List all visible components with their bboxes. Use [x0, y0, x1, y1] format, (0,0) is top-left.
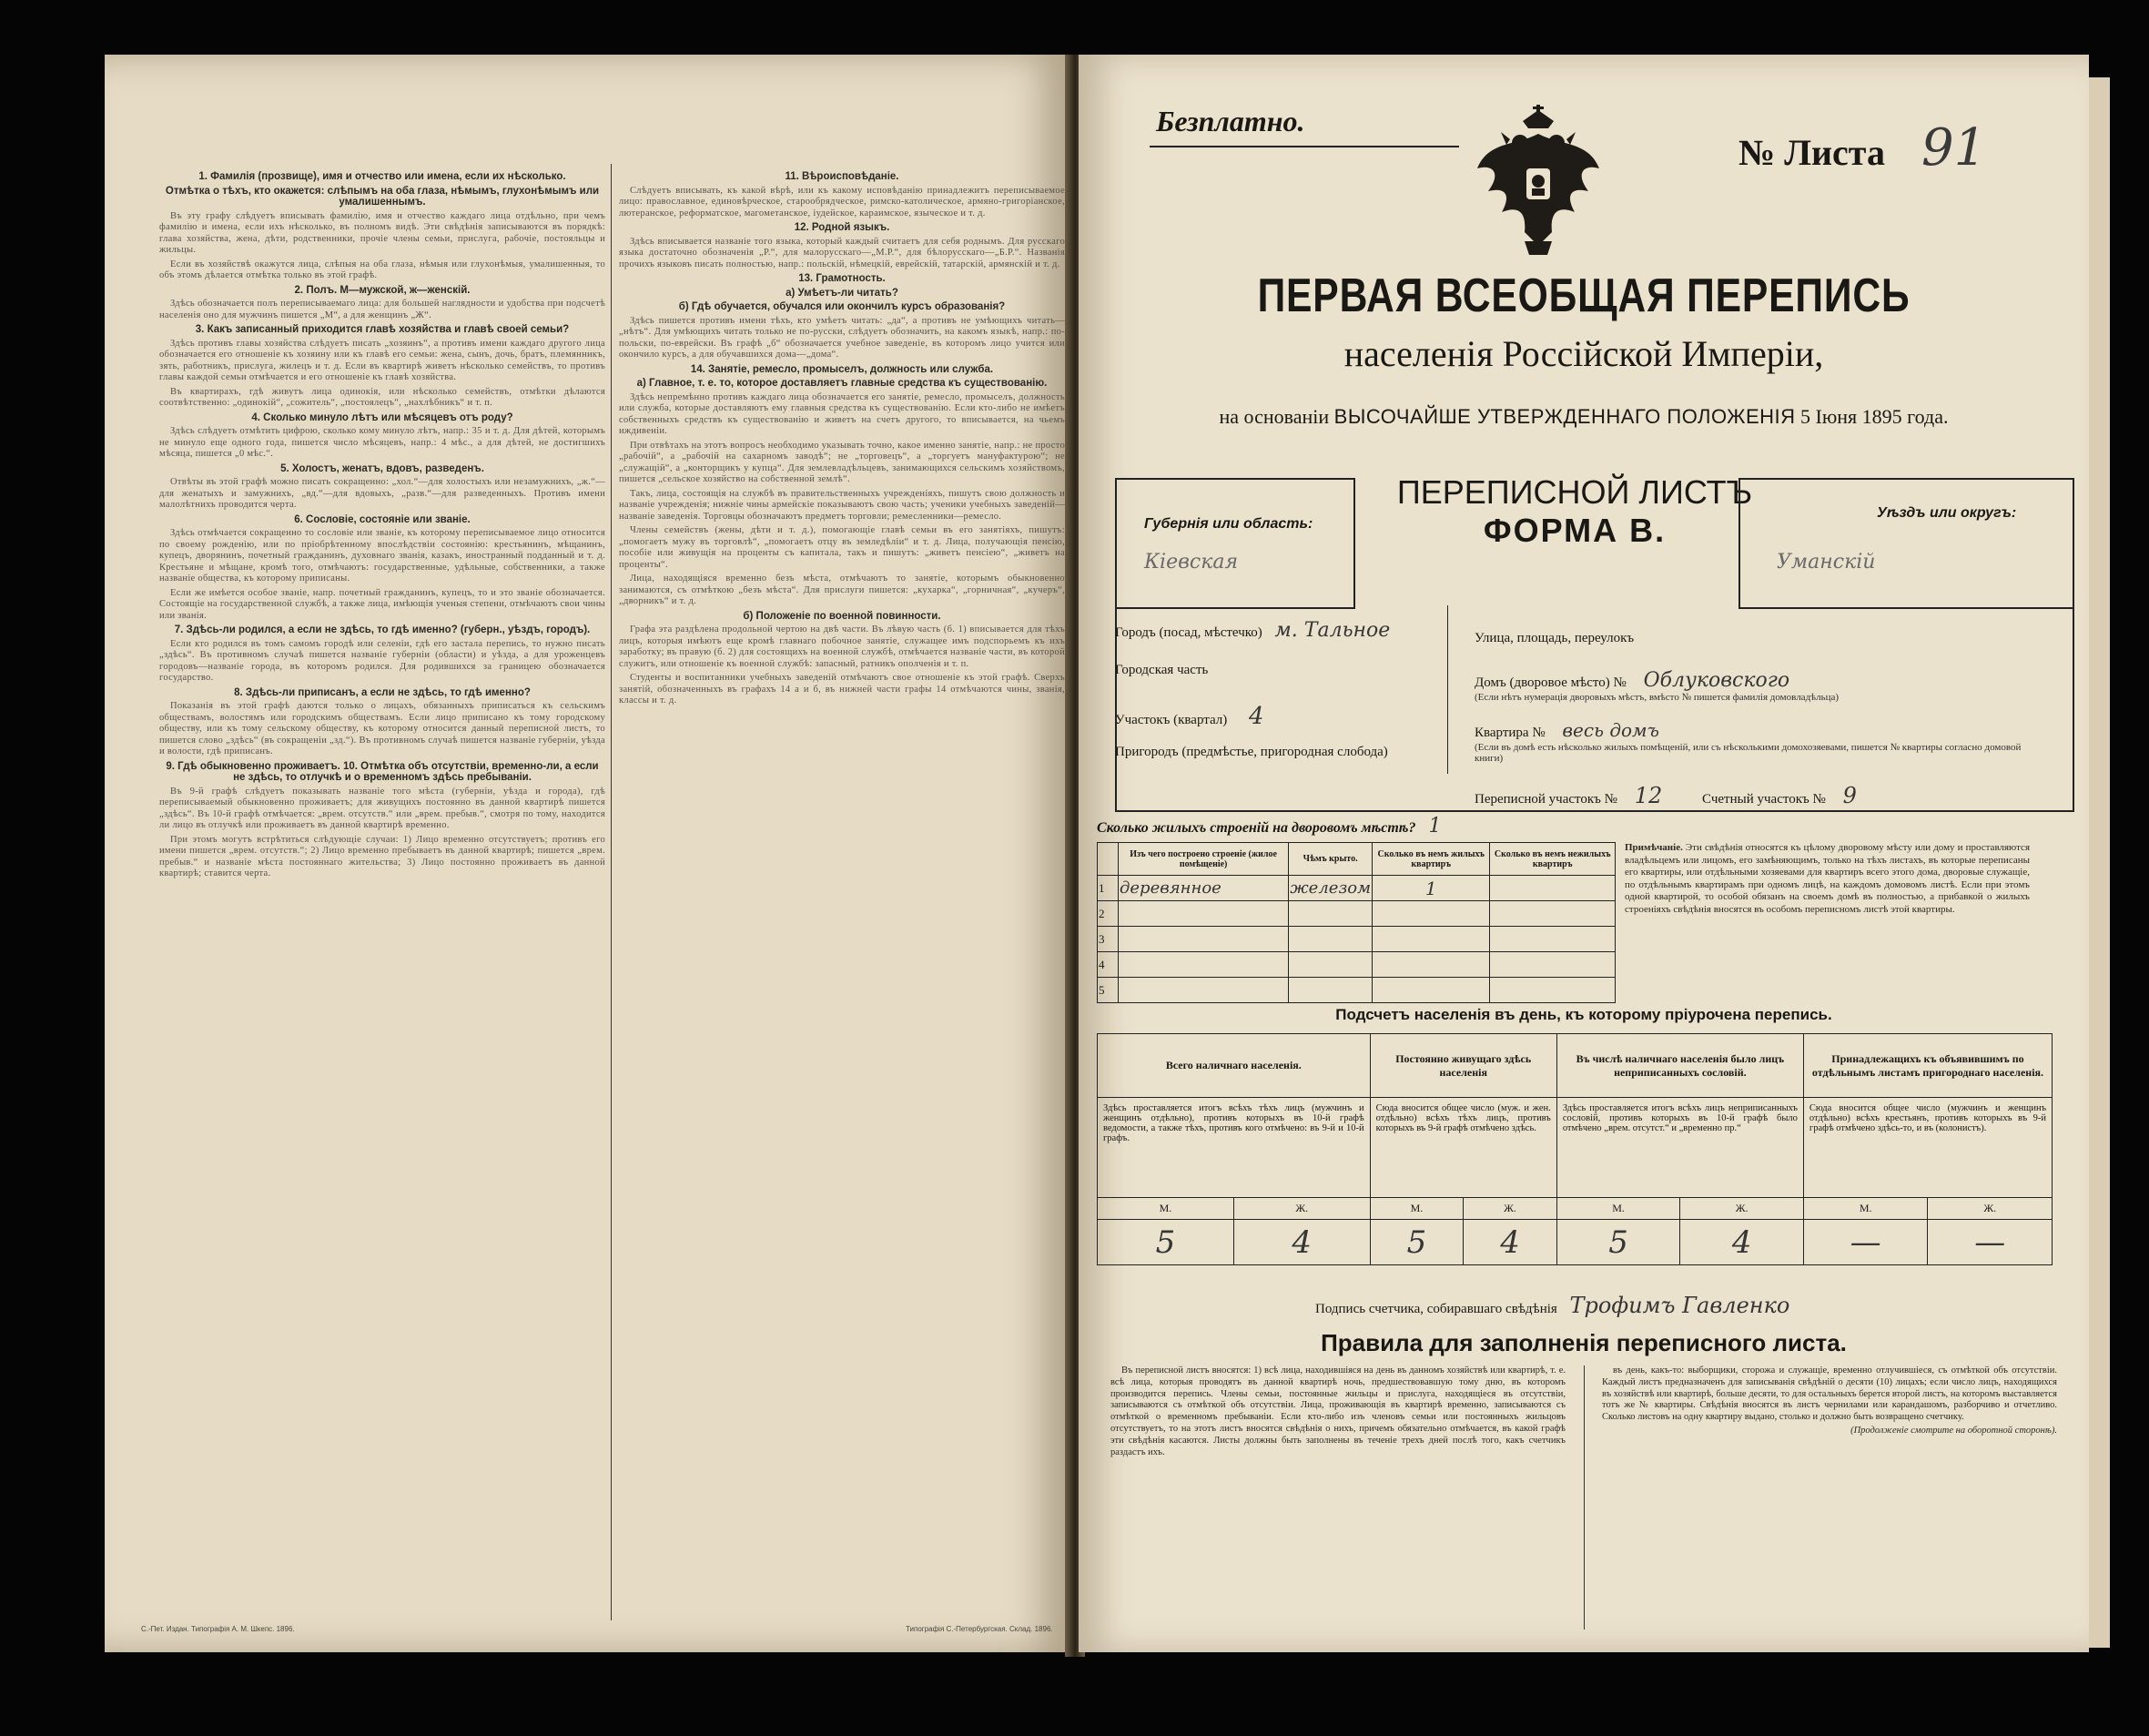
section-heading: 6. Сословіе, состояніе или званіе.	[294, 513, 471, 525]
basis-prefix: на основаніи	[1219, 405, 1330, 428]
dwellings-table	[1097, 842, 1616, 1003]
body-text: Если въ хозяйствѣ окажутся лица, слѣпыя на оба глаза, нѣмыя или глухонѣмыя, умалишенныя, то объ этомъ дѣлается отмѣтка только въ этой графѣ.	[159, 259, 605, 280]
table-row	[1098, 876, 1616, 901]
description-cell: Здѣсь проставляется итогъ всѣхъ лицъ неприписанныхъ сословій, противъ которыхъ въ 10-й графѣ было отмѣчено „врем. отсутст.“ и „временно пр.“	[1556, 1098, 1803, 1198]
count-value: 4	[1680, 1220, 1804, 1265]
guberniya-value: Кіевская	[1144, 551, 1239, 574]
table-header-cell: Постоянно живущаго здѣсь населенія	[1370, 1034, 1556, 1098]
sex-label: Ж.	[1464, 1198, 1557, 1220]
body-text: Здѣсь слѣдуетъ отмѣтить цифрою, сколько кому минуло лѣтъ, напр.: 35 и т. д. Для дѣтей, которымъ не минуло еще одного года, пишется число мѣсяцевъ, напр.: 4 мѣс., а для дѣтей, не достигшихъ мѣсяца, пишется „0 мѣс.“.	[159, 426, 605, 459]
apartments-cell	[1373, 978, 1490, 1003]
body-text: Въ эту графу слѣдуетъ вписывать фамилію, имя и отчество каждаго лица отдѣльно, при чемъ фамилію и имена, если ихъ нѣсколько, въ полномъ видѣ. Эти свѣдѣнія записываются въ порядкѣ: глава хозяйства, жена, дѣти, родственники, прочіе члены семьи, прислуга, рабочіе, постояльцы и жильцы.	[159, 210, 605, 255]
section-subheading: б) Положеніе по военной повинности.	[743, 610, 941, 622]
uchastok-label: Участокъ (квартал)	[1115, 713, 1228, 727]
row-number: 2	[1098, 901, 1119, 927]
perepisnoy-uchastok-field	[1475, 783, 1857, 808]
guberniya-box	[1115, 478, 1355, 609]
count-value: —	[1928, 1220, 2053, 1265]
form-title	[1379, 473, 1770, 550]
section-heading: 8. Здѣсь-ли приписанъ, а если не здѣсь, то гдѣ именно?	[234, 686, 531, 698]
section-heading: 2. Полъ. М—мужской, ж—женскій.	[294, 284, 471, 296]
table-header-cell: Сколько въ немъ нежилыхъ квартиръ	[1490, 843, 1616, 876]
material-cell	[1119, 952, 1289, 978]
population-count-table	[1097, 1033, 2053, 1265]
count-value: 4	[1464, 1220, 1557, 1265]
body-text: Въ квартирахъ, гдѣ живутъ лица одинокія, или нѣсколько семействъ, отмѣтки дѣлаются соотвѣтственно: „одинокій“, „сожитель“, „постоялецъ“, „нахлѣбникъ“ и т. п.	[159, 386, 605, 408]
body-text: Если же имѣется особое званіе, напр. почетный гражданинъ, купецъ, то и это званіе обозначается. Состоящіе на государственной службѣ, а также лица, имѣющія ученыя степени, отмѣчаютъ свои чины или званія.	[159, 587, 605, 621]
table-row	[1098, 1034, 2053, 1098]
table-row	[1098, 1220, 2053, 1265]
dom-note: (Если нѣтъ нумерація дворовыхъ мѣстъ, вмѣсто № пишется фамилія домовладѣльца)	[1475, 692, 1840, 703]
table-row	[1098, 927, 1616, 952]
sex-label: Ж.	[1928, 1198, 2053, 1220]
signature-label: Подпись счетчика, собиравшаго свѣдѣнія	[1315, 1302, 1557, 1316]
table-row	[1098, 978, 1616, 1003]
page-title: ПЕРВАЯ ВСЕОБЩАЯ ПЕРЕПИСЬ	[1257, 269, 1911, 322]
perepisnoy-uchastok-value: 12	[1634, 783, 1663, 808]
table-row	[1098, 952, 1616, 978]
sheet-number-label: № Листа	[1738, 132, 1885, 173]
count-value: 5	[1556, 1220, 1680, 1265]
material-cell	[1119, 927, 1289, 952]
apartments-cell: 1	[1373, 876, 1490, 901]
description-cell: Сюда вносится общее число (мужчинъ и женщинъ отдѣльно) всѣхъ крестьянъ, противъ которыхъ въ 9-й графѣ отмѣчено здѣсь-то, и въ (колонистъ).	[1803, 1098, 2052, 1198]
section-subheading: Отмѣтка о тѣхъ, кто окажется: слѣпымъ на оба глаза, нѣмымъ, глухонѣмымъ или умалишеннымъ.	[165, 185, 600, 208]
body-text: Здѣсь вписывается названіе того языка, который каждый считаетъ для себя роднымъ. Для русскаго языка достаточно обозначенія „Р.“, для малорусскаго—„М.Р.“, для бѣлорусскаго—„Б.Р.“. Названія прочихъ языковъ писать полностью, напр.: польскій, нѣмецкій, еврейскій, татарскій, армянскій и т. д.	[619, 236, 1065, 269]
section-subheading: а) Главное, т. е. то, которое доставляетъ главные средства къ существованію.	[636, 378, 1048, 389]
body-text: Здѣсь обозначается полъ переписываемаго лица: для большей наглядности и удобства при подсчетѣ населенія оно для мужчинъ пишется „М“, а для женщинъ „Ж“.	[159, 299, 605, 320]
remark-text: Эти свѣдѣнія относятся къ цѣлому дворовому мѣсту или дому и проставляются владѣльцемъ или лицомъ, его замѣняющимъ, только на тѣхъ листахъ, въ которые переписаны его квартиры, или отдѣльными хозяевами для квартиръ всего этого дома, дворовые служащіе, по отдѣльнымъ квартирамъ при одномъ лицѣ, на каждомъ домовомъ листѣ. Если при этомъ одной квартирой, то особой обязанъ на своемъ домѣ въ полностью, а прибавкой о жилыхъ строеніяхъ свѣдѣнія вносятся въ особомъ переписномъ листѣ этой квартиры.	[1625, 842, 2030, 915]
page-subtitle: населенія Россійской Имперіи,	[1343, 333, 1824, 374]
imperial-eagle-emblem-icon	[1470, 105, 1607, 259]
sex-label: М.	[1370, 1198, 1464, 1220]
section-heading: 1. Фамилія (прозвище), имя и отчество или имена, если их нѣсколько.	[198, 171, 566, 182]
table-header-cell: Сколько въ немъ жилыхъ квартиръ	[1373, 843, 1490, 876]
other-cell	[1490, 876, 1616, 901]
material-cell	[1119, 901, 1289, 927]
counter-signature	[1315, 1293, 1789, 1318]
body-text: Здѣсь пишется противъ имени тѣхъ, кто умѣетъ читать: „да“, а противъ не умѣющихъ читать—„нѣтъ“. Для умѣющихъ читать только не по-русски, слѣдуетъ обозначить, на какомъ языкѣ, напр.: по-польски, по-еврейски. Въ графѣ „б“ обозначается учебное заведеніе, въ которомъ лицо учится или окончило курсъ, а для обучавшихся дома—„дома“.	[619, 315, 1065, 360]
roof-cell	[1289, 978, 1373, 1003]
legal-basis-line	[1079, 405, 2089, 429]
dom-label: Домъ (дворовое мѣсто) №	[1475, 675, 1627, 690]
body-text: Если кто родился въ томъ самомъ городѣ или селеніи, гдѣ его застала перепись, то нужно писать „здѣсь“. Въ противномъ случаѣ пишется названіе губерніи (области) и уѣзда, а для уроженцевъ городовъ—названіе города, въ которомъ родился. Для родившихся за границею обозначается государство.	[159, 638, 605, 683]
body-text: Здѣсь отмѣчается сокращенно то сословіе или званіе, къ которому переписываемое лицо относится по своему рожденію, или по пріобрѣтенному впослѣдствіи состоянію: крестьянинъ, мѣщанинъ, купецъ, дворянинъ, почетный гражданинъ, духовнаго званія, казакъ, иностранный подданный и т. д. Крестьяне и мѣщане, кромѣ того, отмѣчаютъ: государственные, удѣльные, собственники, а также названіе общества, къ которому приписаны.	[159, 528, 605, 584]
table-header-cell	[1098, 843, 1119, 876]
table-header-cell: Въ числѣ наличнаго населенія было лицъ неприписанныхъ сословій.	[1556, 1034, 1803, 1098]
count-value: —	[1803, 1220, 1928, 1265]
dwellings-question	[1097, 815, 1441, 838]
roof-cell	[1289, 901, 1373, 927]
guberniya-label: Губернія или область:	[1144, 516, 1313, 532]
gorod-label: Городъ (посад, мѣстечко)	[1115, 625, 1262, 640]
column-divider	[611, 164, 612, 1620]
sheet-number-value: 91	[1921, 118, 1987, 178]
sex-label: Ж.	[1233, 1198, 1370, 1220]
right-page	[1079, 55, 2089, 1652]
table-header-cell: Всего наличнаго населенія.	[1098, 1034, 1371, 1098]
count-title: Подсчетъ населенія въ день, къ которому пріурочена перепись.	[1335, 1006, 1832, 1023]
form-title-line-2: ФОРМА В.	[1483, 512, 1667, 549]
roof-cell: железом	[1289, 876, 1373, 901]
remark-block	[1625, 842, 2030, 916]
description-cell: Сюда вносится общее число (муж. и жен. отдѣльно) всѣхъ тѣхъ лицъ, противъ которыхъ въ 9-й графѣ отмѣчено здѣсь.	[1370, 1098, 1556, 1198]
roof-cell	[1289, 927, 1373, 952]
material-cell: деревянное	[1119, 876, 1289, 901]
rules-title: Правила для заполненія переписного листа.	[1321, 1329, 1847, 1356]
other-cell	[1490, 901, 1616, 927]
printer-imprint: С.-Пет. Издан. Типографія А. М. Шкепс. 1896.	[141, 1625, 295, 1633]
section-heading: 11. Вѣроисповѣданіе.	[785, 171, 899, 182]
apartments-cell	[1373, 901, 1490, 927]
sex-label: М.	[1098, 1198, 1234, 1220]
section-heading: 9. Гдѣ обыкновенно проживаетъ. 10. Отмѣтка объ отсутствіи, временно-ли, а если не здѣсь, то отлучкѣ и о временномъ здѣсь пребываніи.	[166, 760, 599, 783]
roof-cell	[1289, 952, 1373, 978]
body-text: Такъ, лица, состоящія на службѣ въ правительственныхъ учрежденіяхъ, пишутъ свою должность и названіе учрежденія; нижніе чины армейскіе показываютъ свою часть; ученики учебныхъ заведеній—названіе заведенія. Торговцы обозначаютъ предметъ торговли; ремесленники—ремесло.	[619, 488, 1065, 522]
divider	[1447, 605, 1448, 774]
section-subheading: а) Умѣетъ-ли читать?	[786, 287, 898, 299]
dwellings-question-value: 1	[1428, 815, 1442, 838]
dom-value: Облуковского	[1643, 669, 1790, 692]
section-heading: 12. Родной языкъ.	[794, 222, 890, 233]
divider	[1150, 146, 1459, 147]
row-number: 5	[1098, 978, 1119, 1003]
rules-column-1	[1110, 1365, 1566, 1639]
signature-value: Трофимъ Гавленко	[1569, 1293, 1790, 1318]
left-page-column-2	[619, 168, 1065, 1616]
kvartira-label: Квартира №	[1475, 726, 1546, 740]
remark-title: Примѣчаніе.	[1625, 842, 1683, 853]
left-page-column-1	[159, 168, 605, 1616]
uezd-box	[1738, 478, 2074, 609]
basis-decree: ВЫСОЧАЙШЕ УТВЕРЖДЕННАГО ПОЛОЖЕНІЯ	[1333, 405, 1796, 428]
rules-continued-note: (Продолженіе смотрите на оборотной сторонѣ).	[1850, 1425, 2057, 1436]
table-header-cell: Чѣмъ крыто.	[1289, 843, 1373, 876]
column-divider	[1584, 1365, 1585, 1629]
schetny-uchastok-value: 9	[1842, 783, 1857, 808]
body-text: Лица, находящіяся временно безъ мѣста, отмѣчаютъ то занятіе, которымъ обыкновенно занимаются, съ отмѣткою „безъ мѣста“. Для прислуги пишется: „кухарка“, „горничная“, „кучеръ“, „дворникъ“ и т. д.	[619, 574, 1065, 606]
section-heading: 5. Холостъ, женатъ, вдовъ, разведенъ.	[280, 462, 484, 474]
printer-imprint: Типографія С.-Петербургская. Склад. 1896.	[906, 1625, 1053, 1633]
apartments-cell	[1373, 952, 1490, 978]
section-subheading: б) Гдѣ обучается, обучался или окончилъ курсъ образованія?	[678, 301, 1006, 312]
sex-label: М.	[1803, 1198, 1928, 1220]
body-text: Студенты и воспитанники учебныхъ заведеній отмѣчаютъ свое отношеніе къ этой графѣ. Сверхъ занятій, обозначенныхъ въ графахъ 14 а и б, въ нижней части графы 14 отмѣчаются чины, званія, классы и т. д.	[619, 673, 1065, 706]
section-heading: 14. Занятіе, ремесло, промыселъ, должность или служба.	[690, 363, 994, 375]
table-header-cell: Принадлежащихъ къ объявившимъ по отдѣльнымъ листамъ пригороднаго населенія.	[1803, 1034, 2052, 1098]
body-text: При отвѣтахъ на этотъ вопросъ необходимо указывать точно, какое именно занятіе, напр.: не просто „рабочій“, а „рабочій на сахарномъ заводѣ“; не „торговецъ“, а „торгуетъ мануфактурою“; не „служащій“, а „конторщикъ у купца“. Для землевладѣльцевъ, занимающихся сельскимъ хозяйствомъ, пишется „сельское хозяйство на собственной землѣ“.	[619, 440, 1065, 484]
other-cell	[1490, 927, 1616, 952]
body-text: Здѣсь противъ главы хозяйства слѣдуетъ писать „хозяинъ“, а противъ имени каждаго другого лица обозначается его отношеніе къ хозяину или къ главѣ его семьи: жена, сынъ, дочь, братъ, племянникъ, зять, работникъ, прислуга, жилецъ и т. д. Если въ квартирѣ живетъ нѣсколько семействъ, то противъ главы каждой семьи отмѣчается и его отношеніе къ главѣ хозяйства.	[159, 338, 605, 382]
body-text: Показанія въ этой графѣ даются только о лицахъ, обязанныхъ приписаться къ сельскимъ обществамъ, волостямъ или городскимъ обществамъ. Если лицо приписано къ тому городскому обществу, или къ тому сельскому обществу, къ которому относится данный переписной листъ, то пишется слово „здѣсь“ (въ сокращеніи „зд.“). Въ противномъ случаѣ пишется названіе губерніи, уѣзда и волости, гдѣ приписанъ.	[159, 701, 605, 756]
uezd-value: Уманскій	[1777, 551, 1876, 574]
uchastok-field	[1115, 703, 1264, 730]
row-number: 1	[1098, 876, 1119, 901]
gorod-value: м. Тальное	[1274, 619, 1391, 642]
gorodskaya-chast-field	[1115, 663, 1208, 678]
schetny-uchastok-label: Счетный участокъ №	[1702, 792, 1826, 807]
rules-text: въ день, какъ-то: выборщики, сторожа и служащіе, временно отлучившіеся, съ отмѣткой объ отсутствіи. Каждый листъ предназначенъ для записыванія свѣдѣній о десяти (10) лицахъ; если число лицъ, находящихся въ хозяйствѣ или квартирѣ, больше десяти, то для остальныхъ берется второй листъ, на которомъ выставляется тотъ же № квартиры. Свѣдѣнія вносятся въ листъ чернилами или карандашомъ, разборчиво и отчетливо. Сколько листовъ на одну квартиру выдано, столько и должно быть возвращено счетчику.	[1602, 1365, 2057, 1423]
left-page	[105, 55, 1069, 1652]
perepisnoy-uchastok-label: Переписной участокъ №	[1475, 792, 1617, 807]
other-cell	[1490, 952, 1616, 978]
body-text: Здѣсь непремѣнно противъ каждаго лица обозначается его занятіе, ремесло, промыселъ, должность или служба, которые доставляютъ ему главныя средства къ существованію. Если кто-либо не имѣетъ собственныхъ средствъ къ существованію и живетъ на счетъ другого, то вписывается, на чьемъ иждивеніи.	[619, 391, 1065, 436]
free-of-charge-label: Безплатно.	[1156, 105, 1305, 137]
body-text: Графа эта раздѣлена продольной чертою на двѣ части. Въ лѣвую часть (б. 1) вписывается для тѣхъ лицъ, которыя имѣютъ еще кромѣ главнаго побочное занятіе, служащее имъ подспорьемъ къ ихъ заработку; въ правую (б. 2) для состоящихъ на военной службѣ, отмѣчается названіе части, въ которой служитъ, или отношеніе къ военной службѣ: запасный, ратникъ ополченія и т. п.	[619, 624, 1065, 669]
basis-date: 5 Іюня 1895 года.	[1800, 405, 1949, 428]
table-row	[1098, 1098, 2053, 1198]
sex-label: М.	[1556, 1198, 1680, 1220]
count-value: 5	[1098, 1220, 1234, 1265]
uchastok-value: 4	[1249, 703, 1264, 730]
rules-text: Въ переписной листъ вносятся: 1) всѣ лица, находившіяся на день въ данномъ хозяйствѣ или квартирѣ, т. е. всѣ лица, которыя проводятъ въ данной квартирѣ ночь, предшествовавшую тому дню, въ которомъ производится перепись. Члены семьи, постоянные жильцы и прислуга, находящіеся въ отсутствіи, записываются съ отмѣткой объ отсутствіи. Лица, проживающія въ квартирѣ временно, записываются съ отмѣткой о временномъ пребываніи. Если кто-либо изъ членовъ семьи или постоянныхъ жильцовъ отсутствуетъ, то на этотъ листъ вносятся свѣдѣнія о нихъ, причемъ обязательно отмѣчается, въ какой графѣ эти свѣдѣнія касаются. Листы должны быть заполнены въ теченіе трехъ дней послѣ того, какъ счетчикъ раздастъ ихъ.	[1110, 1365, 1566, 1457]
prigorod-label: Пригородъ (предмѣстье, пригородная слобода)	[1115, 745, 1388, 759]
other-cell	[1490, 978, 1616, 1003]
row-number: 4	[1098, 952, 1119, 978]
table-row	[1098, 1198, 2053, 1220]
section-heading: 4. Сколько минуло лѣтъ или мѣсяцевъ отъ роду?	[251, 411, 513, 423]
body-text: При этомъ могутъ встрѣтиться слѣдующіе случаи: 1) Лицо временно отсутствуетъ; противъ его имени пишется „врем. отсутств.“; 2) Лицо временно пребываетъ въ данной квартирѣ; пишется „врем. пребыв.“ и названіе мѣста постояннаго жительства; 3) Лицо постоянно проживаетъ въ данной квартирѣ; ставится черта.	[159, 834, 605, 878]
dwellings-question-label: Сколько жилыхъ строеній на дворовомъ мѣстѣ?	[1097, 820, 1416, 836]
kvartira-value: весь домъ	[1562, 719, 1659, 741]
gorod-field	[1115, 619, 1390, 642]
section-heading: 3. Какъ записанный приходится главѣ хозяйства и главѣ своей семьи?	[195, 324, 570, 335]
count-value: 5	[1370, 1220, 1464, 1265]
material-cell	[1119, 978, 1289, 1003]
count-value: 4	[1233, 1220, 1370, 1265]
kvartira-note: (Если въ домѣ есть нѣсколько жилыхъ помѣщеній, или съ нѣсколькими домохозяевами, пишется № квартиры согласно домовой книги)	[1475, 742, 2022, 764]
body-text: Отвѣты въ этой графѣ можно писать сокращенно: „хол.“—для холостыхъ или незамужнихъ, „ж.“—для женатыхъ и замужнихъ, „вд.“—для вдовыхъ, „разв.“—для разведенныхъ. Противъ имени малолѣтнихъ проводится черта.	[159, 477, 605, 510]
body-text: Слѣдуетъ вписывать, къ какой вѣрѣ, или къ какому исповѣданію принадлежитъ переписываемое лицо: православное, единовѣрческое, старообрядческое, римско-католическое, армяно-григоріанское, лютеранское, реформатское, магометанское, іудейское, караимское, языческое и т. д.	[619, 185, 1065, 218]
body-text: Члены семействъ (жены, дѣти и т. д.), помогающіе главѣ семьи въ его занятіяхъ, пишутъ: „помогаетъ мужу въ торговлѣ“, „помогаетъ отцу въ земледѣліи“ и т. д. Лица, получающія пенсію, пособіе или живущія на проценты съ капитала, такъ и пишутъ: „живетъ пенсіею“, „живетъ на проценты“.	[619, 525, 1065, 570]
sex-label: Ж.	[1680, 1198, 1804, 1220]
ulitsa-label: Улица, площадь, переулокъ	[1475, 631, 1635, 645]
rules-column-2	[1602, 1365, 2057, 1639]
section-heading: 13. Грамотность.	[798, 273, 886, 284]
prigorod-field	[1115, 745, 1388, 760]
kvartira-field	[1475, 719, 1659, 741]
table-header-cell: Изъ чего построено строеніе (жилое помѣщеніе)	[1119, 843, 1289, 876]
apartments-cell	[1373, 927, 1490, 952]
form-title-line-1: ПЕРЕПИСНОЙ ЛИСТЪ	[1396, 473, 1753, 511]
sheet-number	[1738, 118, 1986, 178]
row-number: 3	[1098, 927, 1119, 952]
table-row	[1098, 901, 1616, 927]
gorodskaya-chast-label: Городская часть	[1115, 663, 1209, 677]
description-cell: Здѣсь проставляется итогъ всѣхъ тѣхъ лицъ (мужчинъ и женщинъ отдѣльно), противъ которыхъ въ 10-й графѣ ведомости, а также тѣхъ, противъ кого отмѣчено: въ 9-й и 10-й графъ.	[1098, 1098, 1371, 1198]
ulitsa-field	[1475, 631, 1634, 646]
body-text: Въ 9-й графѣ слѣдуетъ показывать названіе того мѣста (губерніи, уѣзда и города), гдѣ переписываемый обыкновенно проживаетъ; для живущихъ постоянно въ данной квартирѣ пишется „здѣсь“. Въ 10-й графѣ отмѣчается: „врем. отсутств.“ или „врем. пребыв.“, смотря по тому, находится ли лицо въ отлучкѣ или проживаетъ въ данной квартирѣ временно.	[159, 786, 605, 830]
dom-field	[1475, 669, 1789, 692]
section-heading: 7. Здѣсь-ли родился, а если не здѣсь, то гдѣ именно? (губерн., уѣздъ, городъ).	[174, 624, 591, 635]
uezd-label: Уѣздъ или округъ:	[1877, 505, 2017, 521]
